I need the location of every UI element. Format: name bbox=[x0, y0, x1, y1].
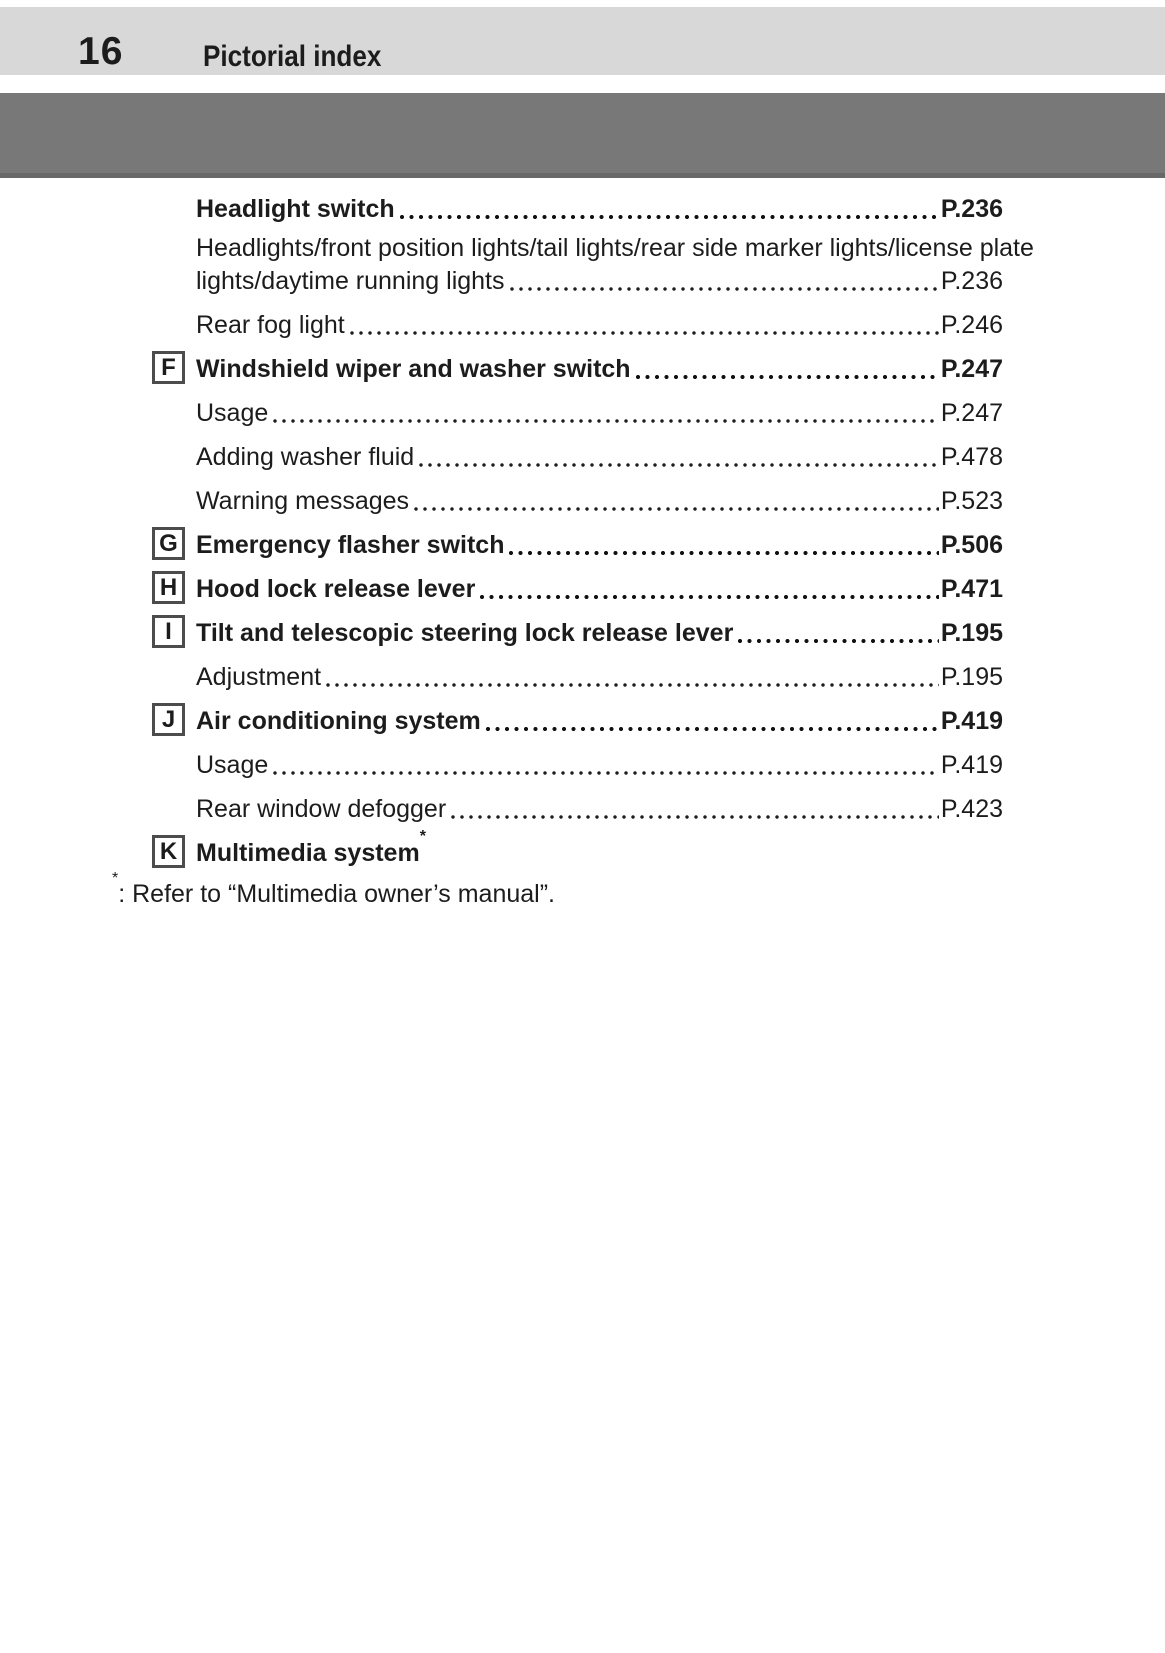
entry-page-number: P.195 bbox=[940, 619, 1003, 647]
index-entry-lights-daytime-running-lights bbox=[196, 232, 1034, 298]
index-entry-rear-window-defogger bbox=[196, 794, 1003, 824]
entry-label: Headlight switch bbox=[196, 195, 395, 223]
dot-leader bbox=[349, 330, 939, 336]
index-entry-windshield-wiper-and-washer-switch bbox=[161, 354, 1003, 384]
index-entry-tilt-and-telescopic-steering-lock-release-lever bbox=[165, 618, 1003, 648]
entry-label: Adjustment bbox=[196, 663, 322, 691]
chapter-banner bbox=[0, 93, 1165, 178]
entry-label: Tilt and telescopic steering lock release lever bbox=[196, 619, 734, 647]
entry-page-number: P.195 bbox=[940, 663, 1003, 691]
entry-label: Rear window defogger bbox=[196, 795, 447, 823]
dot-leader bbox=[418, 462, 939, 468]
entry-page-number: P.419 bbox=[940, 707, 1003, 735]
entry-label: Windshield wiper and washer switch bbox=[196, 355, 631, 383]
entry-page-number: P.478 bbox=[940, 443, 1003, 471]
dot-leader bbox=[413, 506, 939, 512]
entry-label: Rear fog light bbox=[196, 311, 345, 339]
index-entry-air-conditioning-system bbox=[161, 706, 1003, 736]
entry-page-number: P.247 bbox=[940, 355, 1003, 383]
entry-label: Usage bbox=[196, 751, 269, 779]
entry-label: Multimedia system* bbox=[196, 827, 426, 867]
entry-page-number: P.423 bbox=[940, 795, 1003, 823]
callout-letter-box-k: K bbox=[152, 835, 185, 868]
callout-letter-box-i: I bbox=[152, 615, 185, 648]
entry-page-number: P.236 bbox=[940, 195, 1003, 223]
dot-leader bbox=[508, 550, 938, 556]
index-entry-multimedia-system bbox=[159, 827, 1003, 868]
entry-asterisk: * bbox=[419, 827, 426, 845]
dot-leader bbox=[450, 814, 939, 820]
callout-letter-box-j: J bbox=[152, 703, 185, 736]
entry-label: Warning messages bbox=[196, 487, 410, 515]
entry-page-number: P.246 bbox=[940, 311, 1003, 339]
entry-page-number: P.247 bbox=[940, 399, 1003, 427]
page-header-bar bbox=[0, 7, 1165, 75]
pictorial-index-list bbox=[159, 178, 1034, 882]
index-entry-usage bbox=[196, 398, 1003, 428]
dot-leader bbox=[272, 418, 939, 424]
index-entry-headlight-switch bbox=[196, 194, 1003, 224]
index-entry-emergency-flasher-switch bbox=[159, 530, 1003, 560]
entry-page-number: P.236 bbox=[940, 267, 1003, 295]
dot-leader bbox=[635, 374, 939, 380]
callout-letter-box-g: G bbox=[152, 527, 185, 560]
entry-page-number: P.419 bbox=[940, 751, 1003, 779]
entry-label: Hood lock release lever bbox=[196, 575, 476, 603]
entry-label: Adding washer fluid bbox=[196, 443, 415, 471]
dot-leader bbox=[272, 770, 939, 776]
dot-leader bbox=[399, 214, 939, 220]
index-entry-usage bbox=[196, 750, 1003, 780]
index-entry-hood-lock-release-lever bbox=[159, 574, 1003, 604]
dot-leader bbox=[737, 638, 939, 644]
entry-page-number: P.523 bbox=[940, 487, 1003, 515]
footnote bbox=[112, 869, 555, 910]
callout-letter-box-f: F bbox=[152, 351, 185, 384]
index-entry-adjustment bbox=[196, 662, 1003, 692]
index-entry-rear-fog-light bbox=[196, 310, 1003, 340]
section-title: Pictorial index bbox=[203, 40, 382, 73]
index-entry-adding-washer-fluid bbox=[196, 442, 1003, 472]
entry-label: Air conditioning system bbox=[196, 707, 481, 735]
footnote-asterisk: * bbox=[112, 869, 119, 887]
index-entry-warning-messages bbox=[196, 486, 1003, 516]
callout-letter-box-h: H bbox=[152, 571, 185, 604]
entry-page-number: P.471 bbox=[940, 575, 1003, 603]
entry-page-number: P.506 bbox=[940, 531, 1003, 559]
entry-label: Emergency flasher switch bbox=[196, 531, 505, 559]
page-number: 16 bbox=[78, 30, 124, 73]
entry-label: Usage bbox=[196, 399, 269, 427]
dot-leader bbox=[479, 594, 939, 600]
entry-label-line1: Headlights/front position lights/tail lights/rear side marker lights/license plate bbox=[196, 234, 1034, 262]
dot-leader bbox=[509, 286, 939, 292]
footnote-text: : Refer to “Multimedia owner’s manual”. bbox=[118, 880, 555, 908]
entry-label-line2: lights/daytime running lights bbox=[196, 267, 505, 295]
dot-leader bbox=[485, 726, 939, 732]
dot-leader bbox=[325, 682, 939, 688]
